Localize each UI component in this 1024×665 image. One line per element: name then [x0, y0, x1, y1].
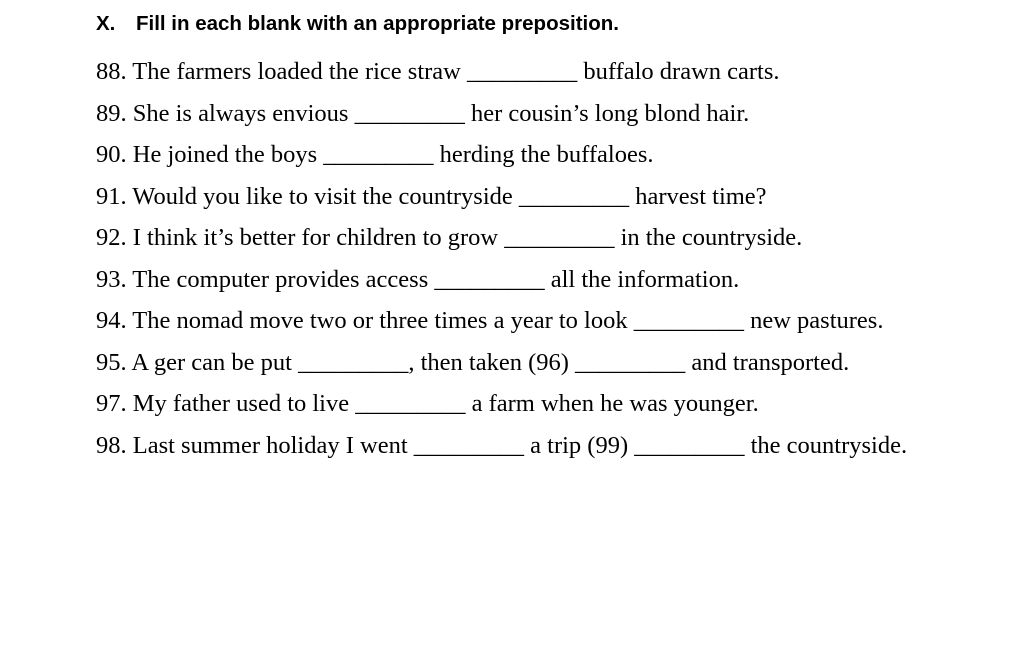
question-item: 93. The computer provides access _________ all the information. — [96, 265, 740, 293]
question-list — [96, 51, 907, 466]
question-item: 89. She is always envious _________ her cousin’s long blond hair. — [96, 99, 750, 127]
exercise-instruction: Fill in each blank with an appropriate preposition. — [136, 12, 619, 35]
question-item: 88. The farmers loaded the rice straw _________ buffalo drawn carts. — [96, 58, 780, 85]
question-item: 95. A ger can be put _________, then taken (96) _________ and transported. — [96, 348, 850, 376]
question-item: 94. The nomad move two or three times a year to look _________ new pastures. — [96, 307, 884, 334]
exercise-number: X. — [96, 12, 116, 35]
exercise-heading — [96, 9, 619, 39]
question-item: 90. He joined the boys _________ herding the buffaloes. — [96, 141, 654, 168]
question-item: 97. My father used to live _________ a farm when he was younger. — [96, 390, 759, 417]
question-item: 92. I think it’s better for children to grow _________ in the countryside. — [96, 224, 803, 251]
question-item: 91. Would you like to visit the countryside _________ harvest time? — [96, 182, 767, 210]
question-item: 98. Last summer holiday I went _________ a trip (99) _________ the countryside. — [96, 431, 908, 459]
